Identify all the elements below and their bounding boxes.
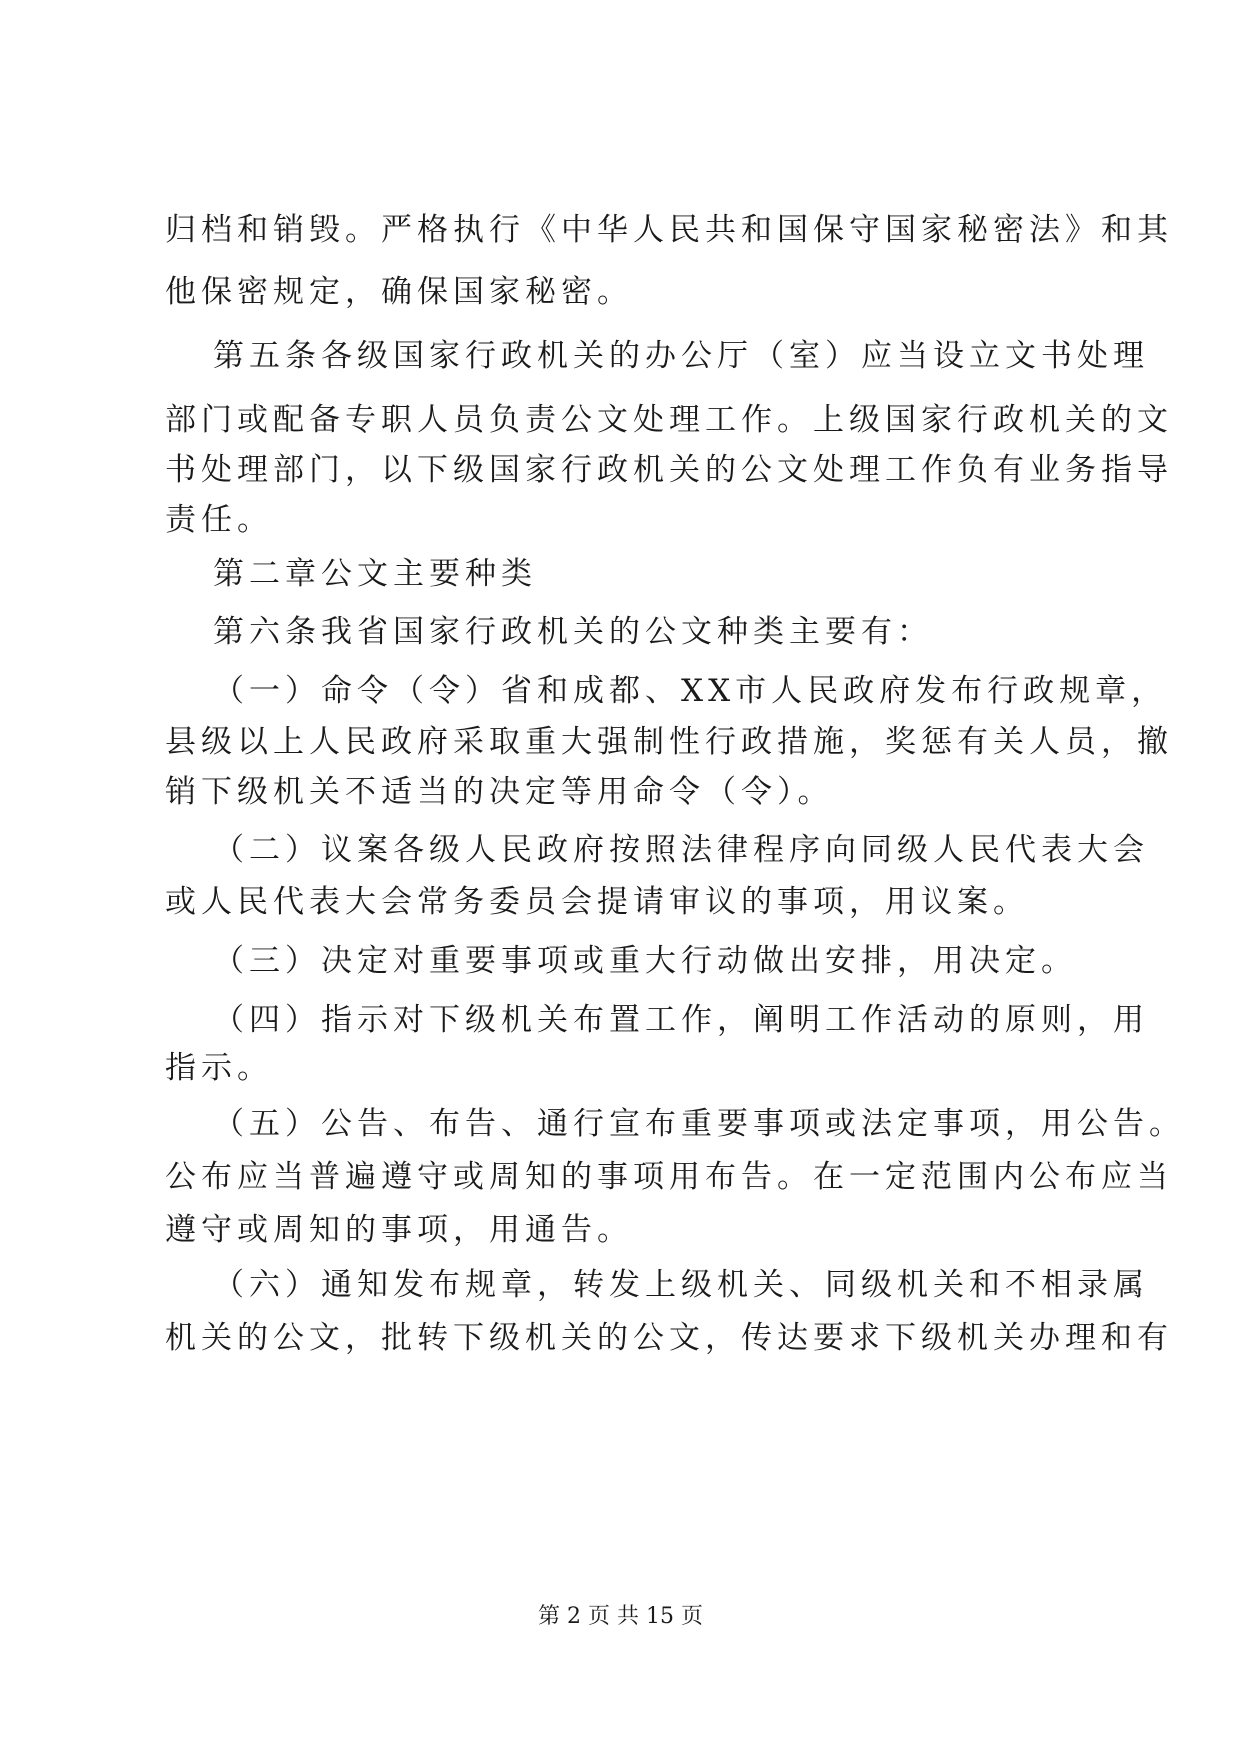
body-line: 他保密规定，确保国家秘密。 (165, 274, 633, 310)
body-line: 销下级机关不适当的决定等用命令（令）。 (165, 774, 834, 810)
paragraph-first-line: （三）决定对重要事项或重大行动做出安排，用决定。 (213, 943, 1077, 979)
body-line: 公布应当普遍遵守或周知的事项用布告。在一定范围内公布应当 (165, 1159, 1173, 1195)
paragraph-first-line: （四）指示对下级机关布置工作，阐明工作活动的原则，用 (213, 1002, 1149, 1038)
paragraph-first-line: （六）通知发布规章，转发上级机关、同级机关和不相录属 (213, 1267, 1149, 1303)
body-line: 或人民代表大会常务委员会提请审议的事项，用议案。 (165, 884, 1029, 920)
chapter-heading: 第二章公文主要种类 (213, 556, 537, 592)
body-line: 县级以上人民政府采取重大强制性行政措施，奖惩有关人员，撤 (165, 724, 1173, 760)
body-line: 部门或配备专职人员负责公文处理工作。上级国家行政机关的文 (165, 402, 1173, 438)
paragraph-first-line: 第五条各级国家行政机关的办公厅（室）应当设立文书处理 (213, 338, 1149, 374)
body-line: 书处理部门，以下级国家行政机关的公文处理工作负有业务指导 (165, 452, 1173, 488)
body-line: 责任。 (165, 502, 273, 538)
paragraph-first-line: 第六条我省国家行政机关的公文种类主要有： (213, 614, 933, 650)
body-line: 归档和销毁。严格执行《中华人民共和国保守国家秘密法》和其 (165, 212, 1173, 248)
body-line: 遵守或周知的事项，用通告。 (165, 1212, 633, 1248)
page-footer: 第 2 页 共 15 页 (538, 1604, 703, 1629)
body-line: 指示。 (165, 1050, 273, 1086)
body-line: 机关的公文，批转下级机关的公文，传达要求下级机关办理和有 (165, 1320, 1173, 1356)
paragraph-first-line: （五）公告、布告、通行宣布重要事项或法定事项，用公告。 (213, 1106, 1185, 1142)
paragraph-first-line: （二）议案各级人民政府按照法律程序向同级人民代表大会 (213, 832, 1149, 868)
paragraph-first-line: （一）命令（令）省和成都、XX市人民政府发布行政规章， (213, 673, 1168, 709)
